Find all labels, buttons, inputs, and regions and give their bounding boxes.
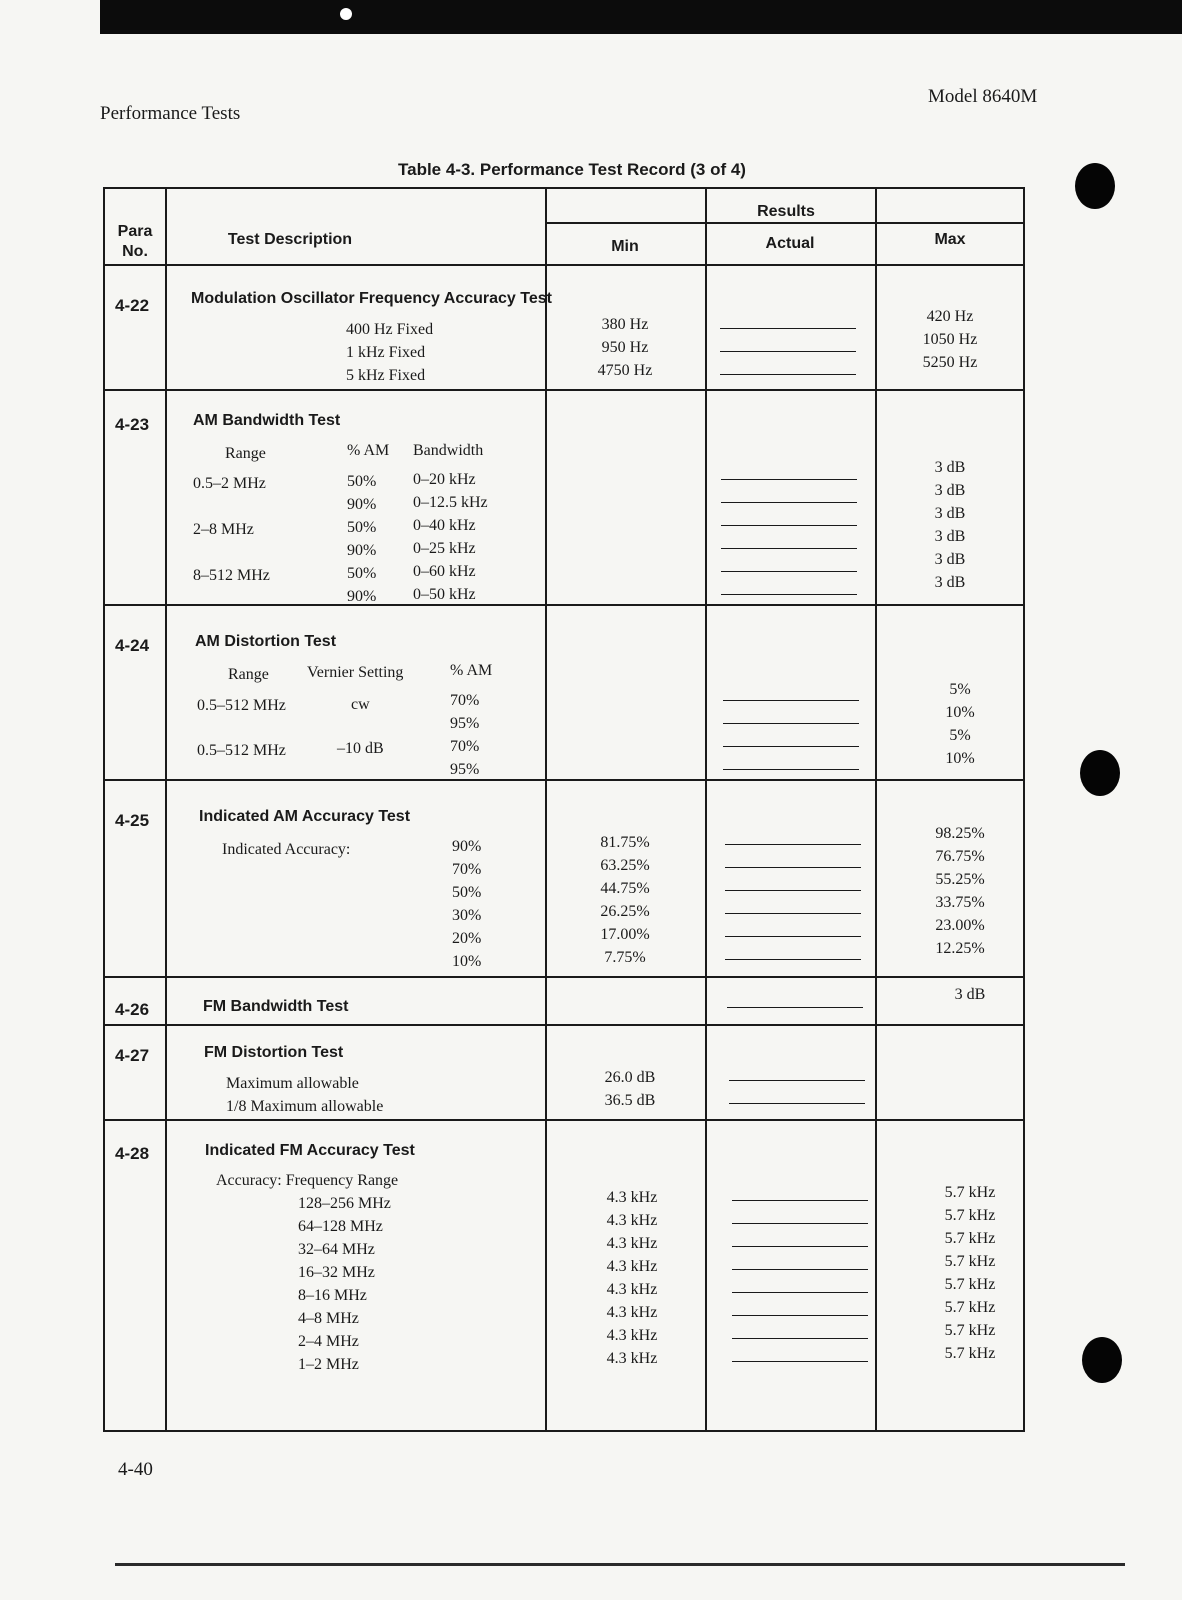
binder-hole-2 [1080,750,1120,796]
max-value: 3 dB [934,505,966,522]
sub-header: % AM [347,442,390,459]
max-value: 5.7 kHz [944,1230,996,1247]
min-value: 4.3 kHz [606,1189,658,1206]
para-no: 4-23 [115,415,150,434]
performance-test-table [103,187,1025,1432]
actual-entry-line[interactable] [720,351,856,352]
max-value: 1050 Hz [922,331,978,348]
range-cell: 2–8 MHz [193,521,254,538]
max-value: 3 dB [934,574,966,591]
max-value: 55.25% [935,871,985,888]
actual-entry-line[interactable] [732,1338,868,1339]
actual-entry-line[interactable] [723,746,859,747]
am-cell: 90% [347,542,377,559]
actual-entry-line[interactable] [732,1223,868,1224]
binder-hole-1 [1075,163,1115,209]
test-title: FM Bandwidth Test [203,998,349,1015]
actual-entry-line[interactable] [732,1200,868,1201]
max-value: 5.7 kHz [944,1184,996,1201]
max-value: 12.25% [935,940,985,957]
sub-header: % AM [450,662,493,679]
actual-entry-line[interactable] [721,594,857,595]
actual-entry-line[interactable] [725,959,861,960]
max-value: 76.75% [935,848,985,865]
level-cell: 70% [452,861,482,878]
actual-entry-line[interactable] [721,502,857,503]
max-value: 5% [949,681,971,698]
min-value: 4750 Hz [597,362,653,379]
max-value: 420 Hz [926,308,974,325]
para-no: 4-26 [115,1000,150,1019]
am-cell: 90% [347,496,377,513]
para-no: 4-25 [115,811,150,830]
col-para-no: Para No. [117,223,153,260]
level-cell: 50% [452,884,482,901]
sub-header: Range [228,666,269,683]
actual-entry-line[interactable] [732,1361,868,1362]
accuracy-label: Accuracy: Frequency Range [216,1172,399,1189]
min-value: 26.0 dB [604,1069,656,1086]
max-value: 33.75% [935,894,985,911]
bandwidth-cell: 0–20 kHz [413,471,476,488]
para-no: 4-27 [115,1046,150,1065]
range-cell: 0.5–512 MHz [197,697,286,714]
col-min: Min [611,238,639,255]
actual-entry-line[interactable] [732,1292,868,1293]
min-value: 4.3 kHz [606,1281,658,1298]
sub-header: Bandwidth [413,442,484,459]
sub-header: Range [225,445,266,462]
max-value: 5.7 kHz [944,1276,996,1293]
actual-entry-line[interactable] [721,479,857,480]
accuracy-label: Indicated Accuracy: [222,841,351,858]
max-value: 5.7 kHz [944,1207,996,1224]
max-value: 98.25% [935,825,985,842]
test-condition: 1/8 Maximum allowable [226,1098,384,1115]
max-value: 3 dB [934,528,966,545]
col-results: Results [757,203,815,220]
actual-entry-line[interactable] [720,374,856,375]
para-no: 4-24 [115,636,150,655]
bandwidth-cell: 0–60 kHz [413,563,476,580]
frequency-range: 4–8 MHz [298,1310,359,1327]
bandwidth-cell: 0–40 kHz [413,517,476,534]
model-header: Model 8640M [928,86,1038,107]
frequency-range: 2–4 MHz [298,1333,359,1350]
max-value: 5.7 kHz [944,1322,996,1339]
min-value: 4.3 kHz [606,1304,658,1321]
test-title: Indicated FM Accuracy Test [205,1142,415,1159]
bandwidth-cell: 0–25 kHz [413,540,476,557]
am-cell: 90% [347,588,377,605]
scan-top-bar [100,0,1182,34]
max-value: 5% [949,727,971,744]
range-cell: 0.5–2 MHz [193,475,266,492]
range-cell: 8–512 MHz [193,567,270,584]
min-value: 63.25% [600,857,650,874]
test-condition: 400 Hz Fixed [346,321,434,338]
actual-entry-line[interactable] [729,1103,865,1104]
frequency-range: 64–128 MHz [298,1218,383,1235]
am-cell: 70% [450,692,480,709]
am-cell: 50% [347,565,377,582]
am-cell: 70% [450,738,480,755]
para-no: 4-28 [115,1144,150,1163]
min-value: 4.3 kHz [606,1212,658,1229]
actual-entry-line[interactable] [721,548,857,549]
actual-entry-line[interactable] [720,328,856,329]
col-actual: Actual [765,235,815,252]
max-value: 5.7 kHz [944,1345,996,1362]
actual-entry-line[interactable] [727,1007,863,1008]
col-test-description: Test Description [227,231,353,248]
actual-entry-line[interactable] [725,890,861,891]
min-value: 380 Hz [601,316,649,333]
am-cell: 50% [347,519,377,536]
col-max: Max [934,231,966,248]
range-cell: 0.5–512 MHz [197,742,286,759]
max-value: 5.7 kHz [944,1253,996,1270]
frequency-range: 128–256 MHz [298,1195,391,1212]
test-title: Indicated AM Accuracy Test [199,808,411,825]
am-cell: 50% [347,473,377,490]
min-value: 4.3 kHz [606,1327,658,1344]
min-value: 81.75% [600,834,650,851]
actual-entry-line[interactable] [729,1080,865,1081]
level-cell: 90% [452,838,482,855]
test-title: AM Bandwidth Test [193,412,341,429]
bandwidth-cell: 0–50 kHz [413,586,476,603]
min-value: 950 Hz [601,339,649,356]
actual-entry-line[interactable] [725,844,861,845]
actual-entry-line[interactable] [732,1246,868,1247]
min-value: 4.3 kHz [606,1235,658,1252]
min-value: 4.3 kHz [606,1258,658,1275]
level-cell: 30% [452,907,482,924]
frequency-range: 8–16 MHz [298,1287,367,1304]
actual-entry-line[interactable] [721,525,857,526]
actual-entry-line[interactable] [732,1269,868,1270]
binder-hole-3 [1082,1337,1122,1383]
min-value: 44.75% [600,880,650,897]
vernier-cell: cw [351,696,370,713]
test-title: Modulation Oscillator Frequency Accuracy Test [191,290,552,307]
test-condition: 5 kHz Fixed [346,367,426,384]
min-value: 7.75% [604,949,646,966]
level-cell: 20% [452,930,482,947]
bandwidth-cell: 0–12.5 kHz [413,494,488,511]
scan-speck [340,8,352,20]
test-condition: 1 kHz Fixed [346,344,426,361]
test-condition: Maximum allowable [226,1075,359,1092]
max-value: 23.00% [935,917,985,934]
sub-header: Vernier Setting [307,664,404,681]
actual-entry-line[interactable] [725,936,861,937]
actual-entry-line[interactable] [723,723,859,724]
table-caption: Table 4-3. Performance Test Record (3 of 4) [398,160,746,179]
frequency-range: 1–2 MHz [298,1356,359,1373]
test-title: FM Distortion Test [204,1044,344,1061]
frequency-range: 16–32 MHz [298,1264,375,1281]
max-value: 5250 Hz [922,354,978,371]
max-value: 3 dB [934,459,966,476]
max-value: 5.7 kHz [944,1299,996,1316]
min-value: 36.5 dB [604,1092,656,1109]
para-no: 4-22 [115,296,150,315]
max-value: 3 dB [934,551,966,568]
max-value: 3 dB [934,482,966,499]
scan-bottom-edge [115,1563,1125,1566]
section-header: Performance Tests [100,103,241,124]
max-value: 10% [945,750,975,767]
page-number: 4-40 [118,1459,153,1480]
min-value: 4.3 kHz [606,1350,658,1367]
test-title: AM Distortion Test [195,633,337,650]
actual-entry-line[interactable] [721,571,857,572]
level-cell: 10% [452,953,482,970]
frequency-range: 32–64 MHz [298,1241,375,1258]
min-value: 17.00% [600,926,650,943]
actual-entry-line[interactable] [723,769,859,770]
max-value: 3 dB [954,986,986,1003]
min-value: 26.25% [600,903,650,920]
actual-entry-line[interactable] [723,700,859,701]
actual-entry-line[interactable] [732,1315,868,1316]
am-cell: 95% [450,761,480,778]
actual-entry-line[interactable] [725,867,861,868]
am-cell: 95% [450,715,480,732]
vernier-cell: –10 dB [337,740,384,757]
max-value: 10% [945,704,975,721]
actual-entry-line[interactable] [725,913,861,914]
